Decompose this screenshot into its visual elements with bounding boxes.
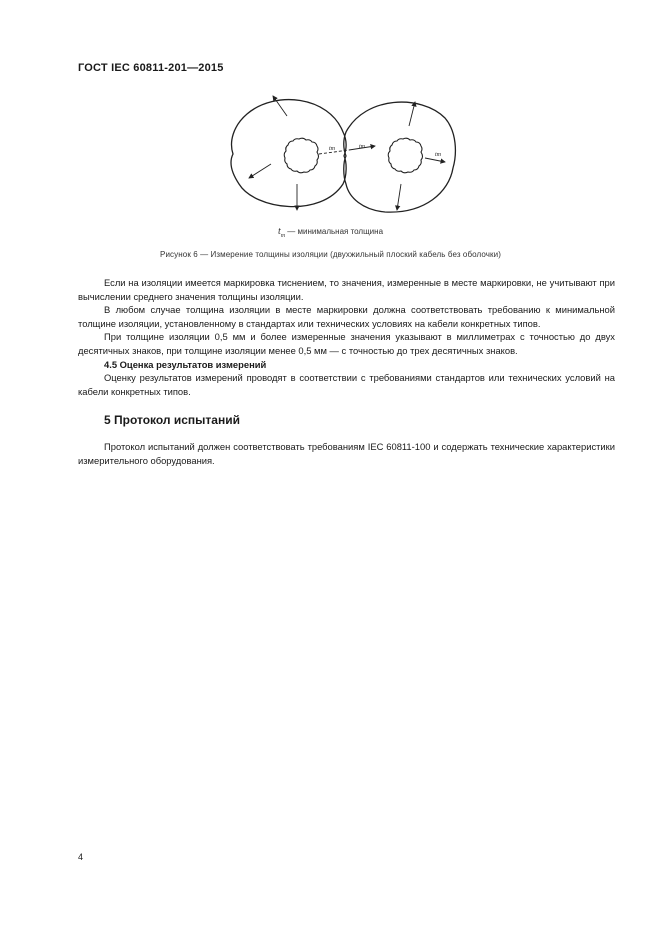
paragraph: Оценку результатов измерений проводят в соответствии с требованиями стандартов или технических условий на кабели конкретных типов. bbox=[78, 372, 615, 397]
measure-arrow bbox=[397, 184, 401, 210]
tm-label-center: tm bbox=[359, 144, 365, 150]
paragraph: Если на изоляции имеется маркировка тиснением, то значения, измеренные в месте маркировки, не учитывают при вычислении среднего значения толщины изоляции. bbox=[78, 277, 615, 302]
figure-legend bbox=[0, 226, 661, 239]
paragraph: При толщине изоляции 0,5 мм и более измеренные значения указывают в миллиметрах с точностью до двух десятичных знаков, при толщине изоляции менее 0,5 мм — с точностью до трех десятичных знаков. bbox=[78, 331, 615, 356]
paragraph: Протокол испытаний должен соответствовать требованиям IEC 60811-100 и содержать технические характеристики измерительного оборудования. bbox=[78, 441, 615, 466]
subsection-heading: 4.5 Оценка результатов измерений bbox=[104, 358, 267, 370]
legend-text: — минимальная толщина bbox=[285, 227, 384, 236]
figure-caption: Рисунок 6 — Измерение толщины изоляции (двухжильный плоский кабель без оболочки) bbox=[160, 250, 501, 259]
insulation-outline bbox=[231, 100, 346, 207]
page-number: 4 bbox=[78, 852, 84, 862]
document-body bbox=[78, 276, 615, 468]
measure-arrow bbox=[273, 96, 287, 116]
legend-symbol: $t_m$ bbox=[277, 226, 286, 239]
cable-diagram bbox=[225, 92, 457, 222]
measure-arrow bbox=[409, 102, 415, 126]
cable-cross-section-figure bbox=[225, 92, 457, 222]
conductor-left bbox=[284, 138, 318, 173]
conductor-right bbox=[388, 138, 422, 173]
tm-label-right: tm bbox=[435, 152, 441, 158]
measure-arrow bbox=[425, 158, 445, 162]
paragraph: В любом случае толщина изоляции в месте маркировки должна соответствовать требованию к минимальной толщине изоляции, установленному в стандартах или технических условиях на кабели конкретных типов. bbox=[78, 304, 615, 329]
measure-arrow bbox=[249, 164, 271, 178]
document-header: ГОСТ IEC 60811-201—2015 bbox=[78, 62, 224, 74]
section-heading: 5 Протокол испытаний bbox=[104, 413, 240, 428]
tm-label-left: tm bbox=[329, 146, 335, 152]
